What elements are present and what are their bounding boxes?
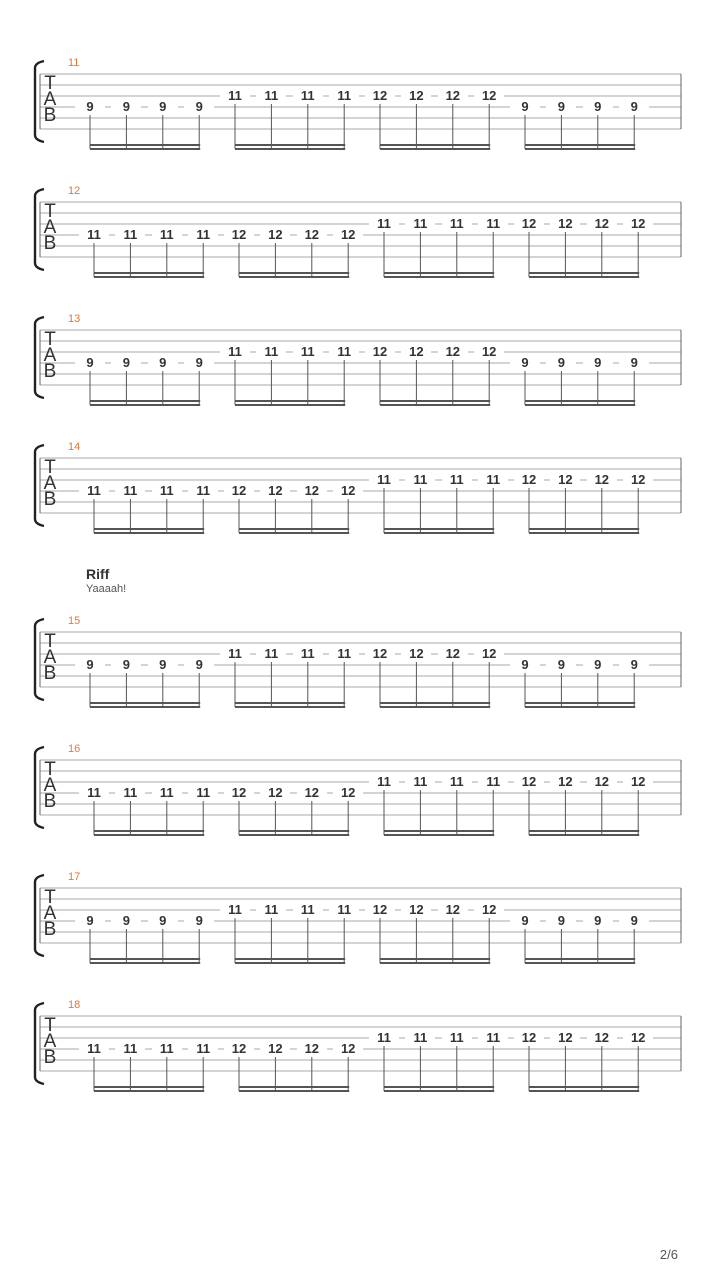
fret-number: 11 <box>442 1030 472 1045</box>
fret-number: 11 <box>115 483 145 498</box>
fret-number: 12 <box>587 1030 617 1045</box>
note-beam <box>384 834 494 836</box>
note-beam <box>380 400 490 402</box>
note-beam <box>235 404 345 406</box>
tab-clef-letter: T <box>44 457 56 478</box>
fret-number: 12 <box>623 774 653 789</box>
tab-clef-letter: T <box>44 1015 56 1036</box>
fret-number: 11 <box>115 227 145 242</box>
fret-number: 11 <box>442 216 472 231</box>
note-beam <box>239 1090 349 1092</box>
section-lyric: Yaaaah! <box>86 583 127 595</box>
fret-number: 9 <box>546 913 576 928</box>
note-beam <box>525 962 635 964</box>
tab-clef-letter: B <box>43 663 57 684</box>
fret-number: 11 <box>256 646 286 661</box>
note-beam <box>380 958 490 960</box>
tab-system <box>0 57 720 157</box>
tab-clef-letter: B <box>43 1047 57 1068</box>
fret-number: 11 <box>188 483 218 498</box>
fret-number: 9 <box>75 657 105 672</box>
measure-number: 11 <box>68 57 80 69</box>
fret-number: 9 <box>111 657 141 672</box>
fret-number: 12 <box>365 344 395 359</box>
fret-number: 12 <box>333 1041 363 1056</box>
note-beam <box>235 148 345 150</box>
section-name: Riff <box>86 566 110 582</box>
fret-number: 9 <box>619 657 649 672</box>
note-beam <box>90 148 200 150</box>
fret-number: 9 <box>75 99 105 114</box>
note-beam <box>525 404 635 406</box>
tab-clef-letter: A <box>43 473 57 494</box>
fret-number: 11 <box>79 785 109 800</box>
fret-number: 9 <box>510 913 540 928</box>
tab-clef-letter: T <box>44 73 56 94</box>
fret-number: 12 <box>260 785 290 800</box>
fret-number: 12 <box>550 1030 580 1045</box>
fret-number: 11 <box>478 216 508 231</box>
note-beam <box>94 1090 204 1092</box>
fret-number: 11 <box>369 774 399 789</box>
fret-number: 11 <box>442 774 472 789</box>
note-beam <box>94 528 204 530</box>
tab-clef-letter: B <box>43 791 57 812</box>
measure-number: 12 <box>68 185 81 197</box>
note-beam <box>380 706 490 708</box>
fret-number: 11 <box>188 1041 218 1056</box>
note-beam <box>525 706 635 708</box>
tab-system <box>0 441 720 541</box>
fret-number: 12 <box>623 472 653 487</box>
note-beam <box>529 834 639 836</box>
fret-number: 12 <box>224 483 254 498</box>
fret-number: 12 <box>474 902 504 917</box>
fret-number: 9 <box>619 913 649 928</box>
tab-clef-letter: A <box>43 1031 57 1052</box>
fret-number: 12 <box>224 1041 254 1056</box>
fret-number: 9 <box>184 99 214 114</box>
tab-clef-letter: T <box>44 201 56 222</box>
note-beam <box>94 834 204 836</box>
fret-number: 11 <box>293 88 323 103</box>
fret-number: 9 <box>111 355 141 370</box>
fret-number: 12 <box>333 227 363 242</box>
note-beam <box>90 400 200 402</box>
fret-number: 12 <box>514 216 544 231</box>
note-beam <box>529 532 639 534</box>
fret-number: 9 <box>510 355 540 370</box>
fret-number: 11 <box>152 227 182 242</box>
note-beam <box>529 1090 639 1092</box>
note-beam <box>94 276 204 278</box>
tab-clef-letter: A <box>43 775 57 796</box>
fret-number: 11 <box>256 902 286 917</box>
note-beam <box>384 830 494 832</box>
fret-number: 12 <box>297 785 327 800</box>
fret-number: 11 <box>152 483 182 498</box>
fret-number: 11 <box>220 902 250 917</box>
measure-number: 14 <box>68 441 81 453</box>
tab-clef-letter: B <box>43 489 57 510</box>
note-beam <box>380 702 490 704</box>
note-beam <box>239 834 349 836</box>
fret-number: 12 <box>333 483 363 498</box>
fret-number: 9 <box>184 355 214 370</box>
fret-number: 11 <box>405 472 435 487</box>
fret-number: 9 <box>111 99 141 114</box>
fret-number: 11 <box>478 774 508 789</box>
measure-number: 13 <box>68 313 81 325</box>
fret-number: 12 <box>401 646 431 661</box>
measure-number: 18 <box>68 999 81 1011</box>
fret-number: 11 <box>293 902 323 917</box>
fret-number: 11 <box>115 1041 145 1056</box>
tab-system <box>0 743 720 843</box>
fret-number: 11 <box>369 216 399 231</box>
fret-number: 9 <box>148 657 178 672</box>
note-beam <box>90 958 200 960</box>
note-beam <box>384 532 494 534</box>
fret-number: 12 <box>333 785 363 800</box>
note-beam <box>380 962 490 964</box>
tab-clef-letter: T <box>44 329 56 350</box>
tab-clef-letter: A <box>43 89 57 110</box>
tab-clef-letter: B <box>43 919 57 940</box>
fret-number: 12 <box>623 1030 653 1045</box>
fret-number: 9 <box>184 657 214 672</box>
fret-number: 11 <box>293 344 323 359</box>
fret-number: 9 <box>148 99 178 114</box>
note-beam <box>384 272 494 274</box>
note-beam <box>529 830 639 832</box>
note-beam <box>239 272 349 274</box>
fret-number: 12 <box>297 1041 327 1056</box>
fret-number: 12 <box>550 774 580 789</box>
fret-number: 11 <box>293 646 323 661</box>
note-beam <box>239 276 349 278</box>
note-beam <box>380 404 490 406</box>
note-beam <box>239 528 349 530</box>
fret-number: 12 <box>587 472 617 487</box>
fret-number: 11 <box>220 344 250 359</box>
fret-number: 12 <box>587 216 617 231</box>
fret-number: 11 <box>220 88 250 103</box>
fret-number: 9 <box>546 99 576 114</box>
section-marker <box>86 566 126 596</box>
fret-number: 12 <box>623 216 653 231</box>
note-beam <box>239 830 349 832</box>
note-beam <box>525 144 635 146</box>
fret-number: 11 <box>152 785 182 800</box>
fret-number: 12 <box>260 483 290 498</box>
note-beam <box>235 702 345 704</box>
fret-number: 11 <box>405 216 435 231</box>
fret-number: 11 <box>478 472 508 487</box>
fret-number: 9 <box>75 913 105 928</box>
note-beam <box>94 272 204 274</box>
note-beam <box>90 702 200 704</box>
page-number: 2/6 <box>659 1247 678 1262</box>
note-beam <box>525 958 635 960</box>
fret-number: 9 <box>111 913 141 928</box>
note-beam <box>529 528 639 530</box>
fret-number: 11 <box>79 483 109 498</box>
note-beam <box>529 1086 639 1088</box>
fret-number: 11 <box>369 1030 399 1045</box>
fret-number: 12 <box>587 774 617 789</box>
note-beam <box>90 962 200 964</box>
fret-number: 12 <box>401 88 431 103</box>
note-beam <box>90 144 200 146</box>
fret-number: 11 <box>188 227 218 242</box>
fret-number: 12 <box>514 472 544 487</box>
note-beam <box>380 148 490 150</box>
fret-number: 12 <box>514 1030 544 1045</box>
fret-number: 11 <box>115 785 145 800</box>
fret-number: 11 <box>329 88 359 103</box>
tab-clef-letter: B <box>43 233 57 254</box>
fret-number: 11 <box>329 902 359 917</box>
tab-clef-letter: B <box>43 105 57 126</box>
tab-system <box>0 871 720 971</box>
tab-system <box>0 615 720 715</box>
fret-number: 11 <box>329 344 359 359</box>
fret-number: 11 <box>405 1030 435 1045</box>
note-beam <box>235 400 345 402</box>
fret-number: 11 <box>478 1030 508 1045</box>
note-beam <box>380 144 490 146</box>
note-beam <box>94 1086 204 1088</box>
tab-system <box>0 185 720 285</box>
note-beam <box>94 830 204 832</box>
note-beam <box>235 962 345 964</box>
tab-clef-letter: A <box>43 345 57 366</box>
note-beam <box>525 702 635 704</box>
fret-number: 9 <box>510 657 540 672</box>
tab-clef-letter: T <box>44 631 56 652</box>
fret-number: 11 <box>256 88 286 103</box>
tab-clef-letter: A <box>43 903 57 924</box>
fret-number: 11 <box>369 472 399 487</box>
fret-number: 11 <box>256 344 286 359</box>
fret-number: 11 <box>79 1041 109 1056</box>
fret-number: 11 <box>329 646 359 661</box>
fret-number: 12 <box>224 227 254 242</box>
note-beam <box>239 532 349 534</box>
fret-number: 12 <box>365 646 395 661</box>
note-beam <box>235 958 345 960</box>
note-beam <box>384 1090 494 1092</box>
fret-number: 12 <box>401 902 431 917</box>
fret-number: 12 <box>474 344 504 359</box>
fret-number: 11 <box>442 472 472 487</box>
fret-number: 12 <box>297 483 327 498</box>
fret-number: 12 <box>260 227 290 242</box>
fret-number: 12 <box>438 646 468 661</box>
fret-number: 12 <box>514 774 544 789</box>
note-beam <box>529 276 639 278</box>
fret-number: 12 <box>438 344 468 359</box>
tab-clef-letter: T <box>44 887 56 908</box>
fret-number: 12 <box>260 1041 290 1056</box>
fret-number: 9 <box>75 355 105 370</box>
tab-system <box>0 999 720 1099</box>
note-beam <box>525 400 635 402</box>
fret-number: 9 <box>510 99 540 114</box>
measure-number: 15 <box>68 615 81 627</box>
note-beam <box>235 144 345 146</box>
note-beam <box>384 1086 494 1088</box>
fret-number: 9 <box>583 657 613 672</box>
measure-number: 17 <box>68 871 81 883</box>
note-beam <box>239 1086 349 1088</box>
fret-number: 12 <box>474 88 504 103</box>
fret-number: 12 <box>365 902 395 917</box>
fret-number: 9 <box>148 913 178 928</box>
fret-number: 12 <box>438 902 468 917</box>
fret-number: 9 <box>583 913 613 928</box>
tab-clef-letter: A <box>43 647 57 668</box>
fret-number: 9 <box>148 355 178 370</box>
fret-number: 12 <box>297 227 327 242</box>
note-beam <box>525 148 635 150</box>
note-beam <box>235 706 345 708</box>
fret-number: 9 <box>546 355 576 370</box>
fret-number: 12 <box>550 472 580 487</box>
note-beam <box>384 276 494 278</box>
fret-number: 12 <box>550 216 580 231</box>
fret-number: 9 <box>583 355 613 370</box>
measure-number: 16 <box>68 743 81 755</box>
fret-number: 11 <box>188 785 218 800</box>
note-beam <box>90 404 200 406</box>
fret-number: 12 <box>438 88 468 103</box>
note-beam <box>90 706 200 708</box>
fret-number: 11 <box>405 774 435 789</box>
fret-number: 11 <box>220 646 250 661</box>
tab-system <box>0 313 720 413</box>
fret-number: 11 <box>152 1041 182 1056</box>
fret-number: 9 <box>619 355 649 370</box>
note-beam <box>529 272 639 274</box>
tab-clef-letter: B <box>43 361 57 382</box>
fret-number: 12 <box>365 88 395 103</box>
note-beam <box>384 528 494 530</box>
note-beam <box>94 532 204 534</box>
fret-number: 12 <box>401 344 431 359</box>
tab-clef-letter: A <box>43 217 57 238</box>
fret-number: 9 <box>546 657 576 672</box>
fret-number: 9 <box>184 913 214 928</box>
fret-number: 9 <box>583 99 613 114</box>
fret-number: 9 <box>619 99 649 114</box>
fret-number: 11 <box>79 227 109 242</box>
fret-number: 12 <box>224 785 254 800</box>
tab-clef-letter: T <box>44 759 56 780</box>
fret-number: 12 <box>474 646 504 661</box>
